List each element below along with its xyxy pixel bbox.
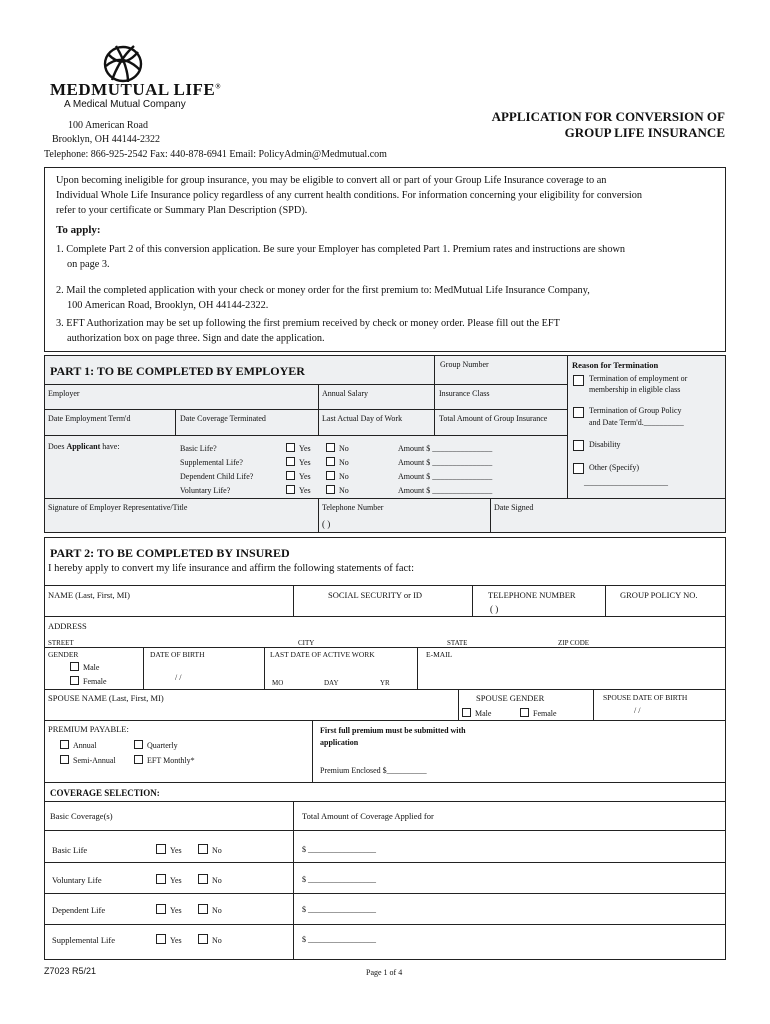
spouse-gender-label: SPOUSE GENDER	[476, 693, 545, 703]
total-group-insurance-label: Total Amount of Group Insurance	[439, 414, 548, 423]
brand-name: MEDMUTUAL LIFE®	[50, 80, 221, 99]
annual-salary-label: Annual Salary	[322, 389, 368, 398]
date-signed-label: Date Signed	[494, 503, 534, 512]
sel-dependent-no-checkbox[interactable]	[198, 904, 208, 914]
company-address-line1: 100 American Road	[68, 120, 148, 131]
premium-enclosed: Premium Enclosed $__________	[320, 766, 427, 775]
annual-checkbox[interactable]	[60, 740, 69, 749]
reason-disability-checkbox[interactable]	[573, 440, 584, 451]
reason-employment-line2: membership in eligible class	[589, 385, 681, 394]
reason-termination-title: Reason for Termination	[572, 360, 659, 370]
insured-phone-paren: ( )	[490, 604, 499, 614]
dependent-no-checkbox[interactable]	[326, 471, 335, 480]
female-option: Female	[70, 676, 107, 686]
dob-label: DATE OF BIRTH	[150, 650, 205, 659]
intro-para-line3: refer to your certificate or Summary Plan Description (SPD).	[56, 205, 308, 216]
last-day-of-work-label: Last Actual Day of Work	[322, 414, 403, 423]
spouse-dob-label: SPOUSE DATE OF BIRTH	[603, 693, 688, 702]
page-number: Page 1 of 4	[366, 968, 403, 977]
yr-label: YR	[380, 679, 390, 687]
ssn-label: SOCIAL SECURITY or ID	[328, 590, 423, 600]
employer-phone-paren: ( )	[322, 519, 331, 529]
reason-group-policy-line1: Termination of Group Policy	[589, 406, 682, 415]
spouse-female-checkbox[interactable]	[520, 708, 529, 717]
coverage-selection-title: COVERAGE SELECTION:	[50, 788, 160, 798]
annual-option: Annual	[60, 740, 97, 750]
premium-payable-label: PREMIUM PAYABLE:	[48, 724, 129, 734]
step2-line2: 100 American Road, Brooklyn, OH 44144-2322.	[67, 300, 269, 311]
state-label: STATE	[447, 639, 468, 647]
voluntary-yes-checkbox[interactable]	[286, 485, 295, 494]
day-label: DAY	[324, 679, 339, 687]
semi-annual-checkbox[interactable]	[60, 755, 69, 764]
insured-telephone-label: TELEPHONE NUMBER	[488, 590, 576, 600]
male-option: Male	[70, 662, 99, 672]
quarterly-option: Quarterly	[134, 740, 178, 750]
part2-title: PART 2: TO BE COMPLETED BY INSURED	[50, 546, 290, 560]
female-checkbox[interactable]	[70, 676, 79, 685]
reason-employment-checkbox[interactable]	[573, 375, 584, 386]
reason-other-checkbox[interactable]	[573, 463, 584, 474]
address-label: ADDRESS	[48, 621, 87, 631]
spouse-name-label: SPOUSE NAME (Last, First, MI)	[48, 693, 164, 703]
step3-line2: authorization box on page three. Sign and date the application.	[67, 333, 325, 344]
basic-no-checkbox[interactable]	[326, 443, 335, 452]
gender-label: GENDER	[48, 650, 79, 659]
date-coverage-terminated-label: Date Coverage Terminated	[180, 414, 266, 423]
dependent-yes-checkbox[interactable]	[286, 471, 295, 480]
reason-disability-label: Disability	[589, 440, 621, 449]
first-premium-note-line1: First full premium must be submitted with	[320, 726, 466, 735]
form-id: Z7023 R5/21	[44, 966, 97, 976]
reason-other-line: _____________________	[584, 478, 668, 487]
dob-slashes: / /	[175, 673, 182, 682]
total-applied-header: Total Amount of Coverage Applied for	[302, 811, 434, 821]
email-label: E-MAIL	[426, 650, 453, 659]
intro-para-line2: Individual Whole Life Insurance policy regardless of any current health conditions. For information concerning your eligibility for conversion	[56, 190, 642, 201]
brand-tagline: A Medical Mutual Company	[64, 99, 186, 110]
step2-line1: 2. Mail the completed application with your check or money order for the first premium to: MedMutual Life Insurance Company,	[56, 285, 590, 296]
sel-basic-no-checkbox[interactable]	[198, 844, 208, 854]
group-number-label: Group Number	[440, 360, 489, 369]
zip-label: ZIP CODE	[558, 639, 590, 647]
sel-dependent-yes-checkbox[interactable]	[156, 904, 166, 914]
step3-line1: 3. EFT Authorization may be set up following the first premium received by check or money order. Please fill out the EFT	[56, 318, 560, 329]
employer-label: Employer	[48, 389, 80, 398]
first-premium-note-line2: application	[320, 738, 359, 747]
supplemental-yes-checkbox[interactable]	[286, 457, 295, 466]
spouse-male-option: Male	[462, 708, 491, 718]
spouse-dob-slashes: / /	[634, 706, 641, 715]
basic-coverages-header: Basic Coverage(s)	[50, 811, 113, 821]
reason-employment-line1: Termination of employment or	[589, 374, 688, 383]
group-policy-no-label: GROUP POLICY NO.	[620, 590, 698, 600]
sel-basic-yes-checkbox[interactable]	[156, 844, 166, 854]
eft-monthly-option: EFT Monthly*	[134, 755, 195, 765]
step1-line1: 1. Complete Part 2 of this conversion application. Be sure your Employer has completed Part 1. Premium rates and instructions are shown	[56, 244, 626, 255]
insurance-class-label: Insurance Class	[439, 389, 490, 398]
spouse-female-option: Female	[520, 708, 557, 718]
date-employment-term-label: Date Employment Term'd	[48, 414, 131, 423]
company-address-line2: Brooklyn, OH 44144-2322	[52, 134, 161, 145]
insured-name-label: NAME (Last, First, MI)	[48, 590, 130, 600]
semi-annual-option: Semi-Annual	[60, 755, 116, 765]
mo-label: MO	[272, 679, 284, 687]
supplemental-no-checkbox[interactable]	[326, 457, 335, 466]
step1-line2: on page 3.	[67, 259, 110, 270]
spouse-male-checkbox[interactable]	[462, 708, 471, 717]
street-label: STREET	[48, 639, 74, 647]
form-title-line1: APPLICATION FOR CONVERSION OF	[491, 109, 725, 124]
sel-supplemental-yes-checkbox[interactable]	[156, 934, 166, 944]
sel-voluntary-yes-checkbox[interactable]	[156, 874, 166, 884]
employer-signature-label: Signature of Employer Representative/Title	[48, 503, 188, 512]
male-checkbox[interactable]	[70, 662, 79, 671]
to-apply-heading: To apply:	[56, 224, 101, 236]
does-applicant-have: Does Applicant have:	[48, 442, 120, 451]
quarterly-checkbox[interactable]	[134, 740, 143, 749]
sel-voluntary-no-checkbox[interactable]	[198, 874, 208, 884]
company-contact: Telephone: 866-925-2542 Fax: 440-878-6941 Email: PolicyAdmin@Medmutual.com	[44, 149, 387, 160]
part2-statement: I hereby apply to convert my life insurance and affirm the following statements of fact:	[48, 563, 415, 574]
form-title-line2: GROUP LIFE INSURANCE	[564, 125, 725, 140]
employer-telephone-label: Telephone Number	[322, 503, 384, 512]
reason-group-policy-line2: and Date Term'd.__________	[589, 418, 684, 427]
eft-monthly-checkbox[interactable]	[134, 755, 143, 764]
part1-title: PART 1: TO BE COMPLETED BY EMPLOYER	[50, 364, 305, 378]
last-active-work-label: LAST DATE OF ACTIVE WORK	[270, 650, 375, 659]
sel-supplemental-no-checkbox[interactable]	[198, 934, 208, 944]
voluntary-no-checkbox[interactable]	[326, 485, 335, 494]
intro-para-line1: Upon becoming ineligible for group insurance, you may be eligible to convert all or part of your Group Life Insurance coverage to an	[56, 175, 607, 186]
reason-group-policy-checkbox[interactable]	[573, 407, 584, 418]
city-label: CITY	[298, 639, 315, 647]
basic-yes-checkbox[interactable]	[286, 443, 295, 452]
reason-other-label: Other (Specify)	[589, 463, 639, 472]
